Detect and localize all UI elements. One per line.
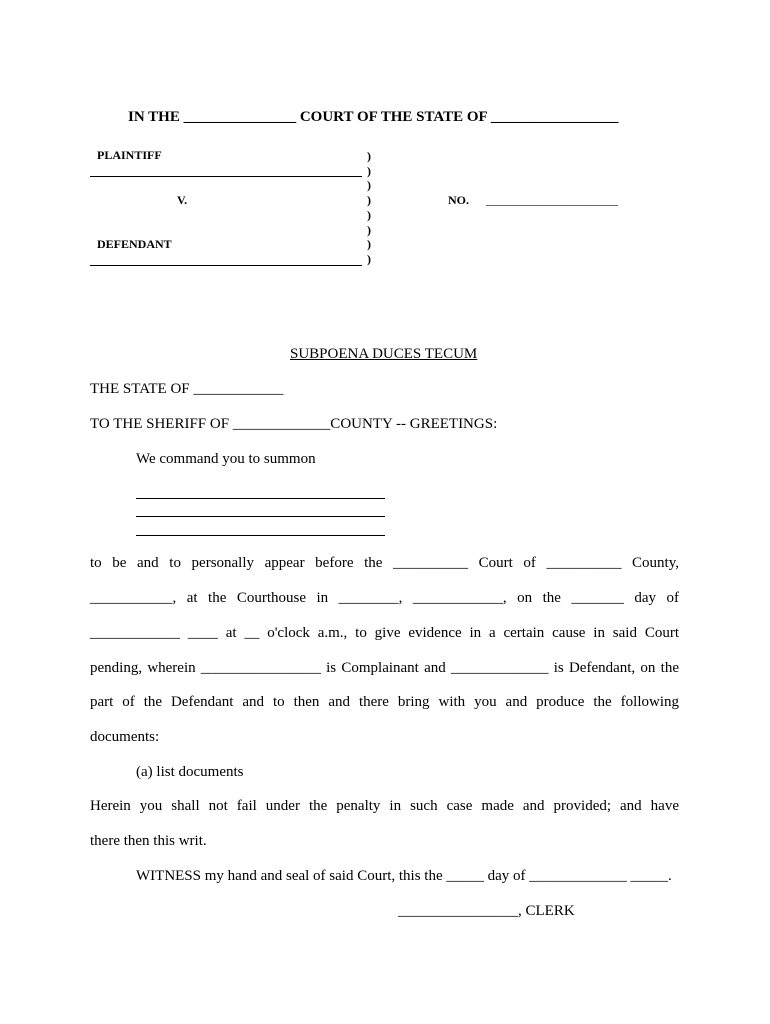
list-item: (a) list documents bbox=[136, 764, 244, 780]
summon-name-line bbox=[136, 535, 385, 536]
case-number-label: NO. bbox=[448, 193, 469, 207]
document-title: SUBPOENA DUCES TECUM bbox=[290, 346, 478, 362]
paragraph-line: to be and to personally appear before the __________ Court of __________ County, bbox=[90, 555, 679, 571]
defendant-label: DEFENDANT bbox=[97, 237, 172, 251]
summon-name-line bbox=[136, 516, 385, 517]
case-number-blank: ______________________ bbox=[486, 193, 618, 207]
caption-paren-column: ) ) ) ) ) ) ) ) bbox=[367, 149, 371, 266]
command-line: We command you to summon bbox=[136, 451, 316, 467]
paragraph-line: pending, wherein ________________ is Complainant and _____________ is Defendant, on the bbox=[90, 660, 679, 676]
court-header: IN THE _______________ COURT OF THE STATE OF _________________ bbox=[128, 109, 619, 125]
paragraph-last-line: documents: bbox=[90, 729, 160, 745]
sheriff-line: TO THE SHERIFF OF _____________COUNTY -- GREETINGS: bbox=[90, 416, 498, 432]
state-line: THE STATE OF ____________ bbox=[90, 381, 284, 397]
penalty-line: Herein you shall not fail under the penalty in such case made and provided; and have bbox=[90, 798, 679, 814]
penalty-line-end: there then this writ. bbox=[90, 833, 207, 849]
plaintiff-label: PLAINTIFF bbox=[97, 148, 162, 162]
paragraph-line: ____________ ____ at __ o'clock a.m., to give evidence in a certain cause in said Court bbox=[90, 625, 679, 641]
clerk-signature-line: ________________, CLERK bbox=[398, 903, 575, 919]
paragraph-line: ___________, at the Courthouse in ________, ____________, on the _______ day of bbox=[90, 590, 679, 606]
defendant-name-line bbox=[90, 265, 362, 266]
witness-line: WITNESS my hand and seal of said Court, this the _____ day of _____________ _____. bbox=[136, 868, 672, 884]
summon-name-line bbox=[136, 498, 385, 499]
plaintiff-name-line bbox=[90, 176, 362, 177]
paragraph-line: part of the Defendant and to then and there bring with you and produce the following bbox=[90, 694, 679, 710]
versus-label: V. bbox=[177, 193, 188, 207]
